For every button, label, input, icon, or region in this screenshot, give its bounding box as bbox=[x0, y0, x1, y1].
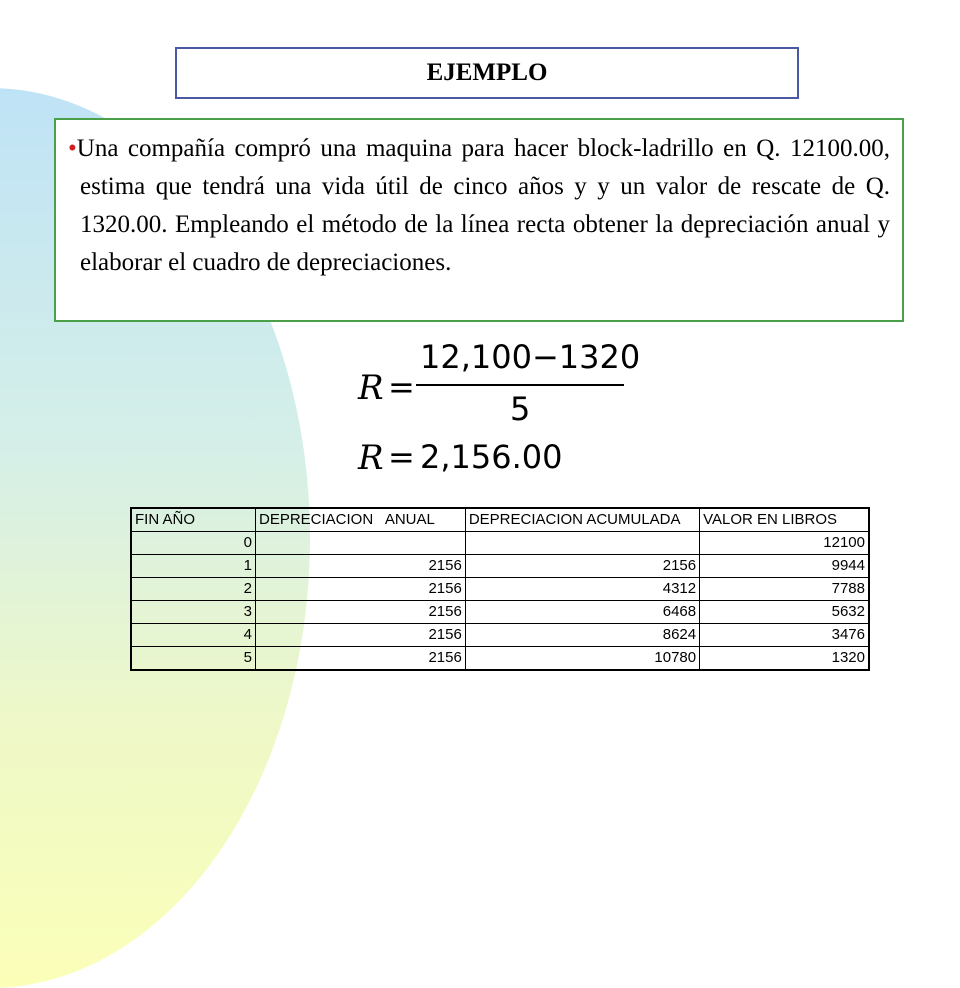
table-cell: 2 bbox=[131, 578, 255, 601]
fraction-bar bbox=[416, 384, 624, 386]
header-cell: VALOR EN LIBROS bbox=[700, 508, 869, 532]
table-cell: 3476 bbox=[700, 624, 869, 647]
formula-denominator: 5 bbox=[510, 390, 531, 428]
bullet-icon: • bbox=[68, 135, 77, 162]
table-cell: 5 bbox=[131, 647, 255, 671]
formula bbox=[358, 338, 658, 478]
table-cell: 4312 bbox=[465, 578, 699, 601]
table-cell: 10780 bbox=[465, 647, 699, 671]
formula-result: 2,156.00 bbox=[420, 438, 563, 476]
header-cell: DEPRECIACION ACUMULADA bbox=[465, 508, 699, 532]
table-cell: 1320 bbox=[700, 647, 869, 671]
formula-numerator: 12,100−1320 bbox=[420, 338, 641, 376]
table-cell: 2156 bbox=[255, 601, 465, 624]
slide-title bbox=[175, 47, 799, 99]
table-cell: 9944 bbox=[700, 555, 869, 578]
table-cell: 2156 bbox=[255, 624, 465, 647]
table-cell: 2156 bbox=[255, 578, 465, 601]
table-cell: 4 bbox=[131, 624, 255, 647]
table-cell: 1 bbox=[131, 555, 255, 578]
header-cell: FIN AÑO bbox=[131, 508, 255, 532]
table-row bbox=[131, 647, 869, 671]
table-cell: 12100 bbox=[700, 532, 869, 555]
header-cell: DEPRECIACION ANUAL bbox=[255, 508, 465, 532]
table-cell: 7788 bbox=[700, 578, 869, 601]
formula-eq-2: = bbox=[388, 438, 415, 476]
table-row bbox=[131, 532, 869, 555]
table-row bbox=[131, 578, 869, 601]
table-cell: 2156 bbox=[255, 555, 465, 578]
problem-paragraph bbox=[68, 130, 890, 282]
problem-box bbox=[54, 118, 904, 322]
title-text: EJEMPLO bbox=[426, 59, 548, 86]
problem-text: Una compañía compró una maquina para hacer block-ladrillo en Q. 12100.00, estima que tendrá una vida útil de cinco años y y un valor de rescate de Q. 1320.00. Empleando el método de la línea recta obtener la depreciación anual y elaborar el cuadro de depreciaciones. bbox=[76, 135, 890, 276]
table-cell bbox=[255, 532, 465, 555]
table-cell: 8624 bbox=[465, 624, 699, 647]
table-cell: 3 bbox=[131, 601, 255, 624]
table-row bbox=[131, 601, 869, 624]
table-cell: 2156 bbox=[255, 647, 465, 671]
formula-var-1: R bbox=[358, 368, 384, 408]
table-cell: 6468 bbox=[465, 601, 699, 624]
depreciation-table bbox=[130, 507, 870, 671]
table-cell: 0 bbox=[131, 532, 255, 555]
table-cell: 2156 bbox=[465, 555, 699, 578]
table-cell bbox=[465, 532, 699, 555]
formula-var-2: R bbox=[358, 438, 384, 478]
formula-eq-1: = bbox=[388, 368, 415, 406]
table-row bbox=[131, 555, 869, 578]
table-row bbox=[131, 624, 869, 647]
table-header-row bbox=[131, 508, 869, 532]
table-cell: 5632 bbox=[700, 601, 869, 624]
